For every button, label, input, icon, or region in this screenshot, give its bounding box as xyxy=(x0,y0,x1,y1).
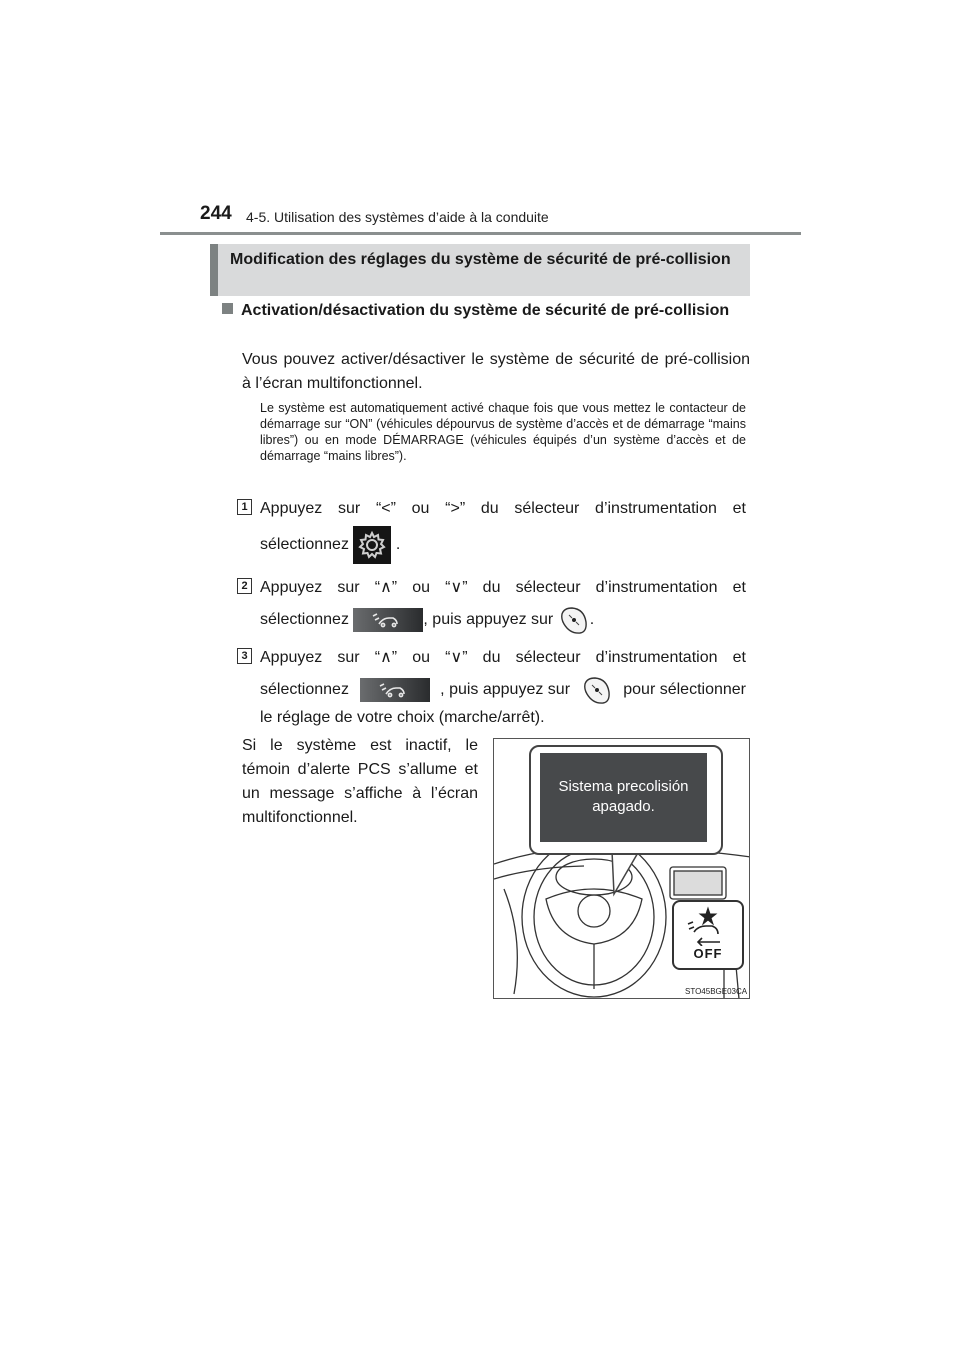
word: . xyxy=(589,611,595,629)
word: pour sélectionner xyxy=(623,681,746,698)
word: et xyxy=(732,649,746,666)
pcs-off-label: OFF xyxy=(693,946,723,961)
word: sur xyxy=(337,579,360,596)
word: Appuyez xyxy=(260,500,323,517)
word: sélectionnez xyxy=(260,536,349,553)
display-message-line1: Sistema precolisión xyxy=(558,778,689,795)
word: “∨” xyxy=(445,579,468,596)
warning-paragraph: Si le système est inactif, le témoin d’alerte PCS s’allume et un message s’affiche à l’écran multifonctionnel. xyxy=(242,737,478,826)
word: d’instrumentation xyxy=(595,579,718,596)
word: Appuyez xyxy=(260,579,323,596)
word: “∧” xyxy=(374,649,398,666)
word: sélecteur xyxy=(515,579,581,596)
word: sélectionnez xyxy=(260,681,349,698)
step-number-1: 1 xyxy=(237,499,252,515)
step-number-3: 3 xyxy=(237,648,252,664)
step-2-line-a xyxy=(260,577,746,599)
settings-gear-icon xyxy=(353,526,391,564)
word: , puis appuyez sur xyxy=(423,611,554,629)
step-number-2: 2 xyxy=(237,578,252,594)
page-number: 244 xyxy=(200,203,232,224)
word: sur xyxy=(337,649,360,666)
pcs-bar-icon xyxy=(360,678,430,702)
step-1-line-b xyxy=(260,525,746,565)
step-3-line-c: le réglage de votre choix (marche/arrêt). xyxy=(260,709,545,726)
word: sélectionnez xyxy=(260,611,349,629)
word: du xyxy=(482,649,501,666)
ok-button-icon xyxy=(558,604,590,636)
pcs-off-indicator xyxy=(672,900,744,970)
word: sélecteur xyxy=(515,649,581,666)
step-3-line-b xyxy=(260,674,746,706)
word: ou xyxy=(412,579,431,596)
word: . xyxy=(395,536,401,553)
subsection-title xyxy=(222,300,750,322)
intro-paragraph: Vous pouvez activer/désactiver le système de sécurité de pré-collision à l’écran multifonctionnel. xyxy=(242,351,750,392)
multi-info-display xyxy=(540,753,707,842)
header-rule xyxy=(160,232,801,235)
step-2-line-b xyxy=(260,604,746,636)
word: d’instrumentation xyxy=(595,500,717,517)
step-3-line-a xyxy=(260,647,746,669)
pcs-bar-icon xyxy=(353,608,423,632)
word: “>” xyxy=(445,500,466,517)
word: “<” xyxy=(375,500,396,517)
word: sur xyxy=(337,500,361,517)
word: , puis appuyez sur xyxy=(440,681,571,698)
step-1-line-a xyxy=(260,498,746,520)
pcs-warning-icon xyxy=(674,902,742,946)
word: d’instrumentation xyxy=(595,649,718,666)
figure-code: STO45BGE03CA xyxy=(685,987,748,996)
bullet-square-icon xyxy=(222,303,233,314)
word: “∧” xyxy=(374,579,398,596)
word: et xyxy=(732,579,746,596)
word: ou xyxy=(411,500,430,517)
note-paragraph: Le système est automatiquement activé chaque fois que vous mettez le contacteur de démarrage sur “ON” (véhicules dépourvus de système d’accès et de démarrage “mains libres”) ou en mode DÉMARRAGE (véhicules équipés d’un système d’accès et de démarrage “mains libres”). xyxy=(260,401,746,463)
word: du xyxy=(480,500,499,517)
word: du xyxy=(482,579,501,596)
word: “∨” xyxy=(445,649,468,666)
section-title: Modification des réglages du système de sécurité de pré-collision xyxy=(210,244,750,296)
word: ou xyxy=(412,649,431,666)
ok-button-icon xyxy=(581,674,613,706)
display-message-line2: apagado. xyxy=(592,798,655,815)
word: et xyxy=(732,500,746,517)
word: Appuyez xyxy=(260,649,323,666)
subsection-title-text: Activation/désactivation du système de sécurité de pré-collision xyxy=(241,302,730,319)
running-header: 4-5. Utilisation des systèmes d’aide à la conduite xyxy=(246,209,549,225)
word: sélecteur xyxy=(514,500,580,517)
